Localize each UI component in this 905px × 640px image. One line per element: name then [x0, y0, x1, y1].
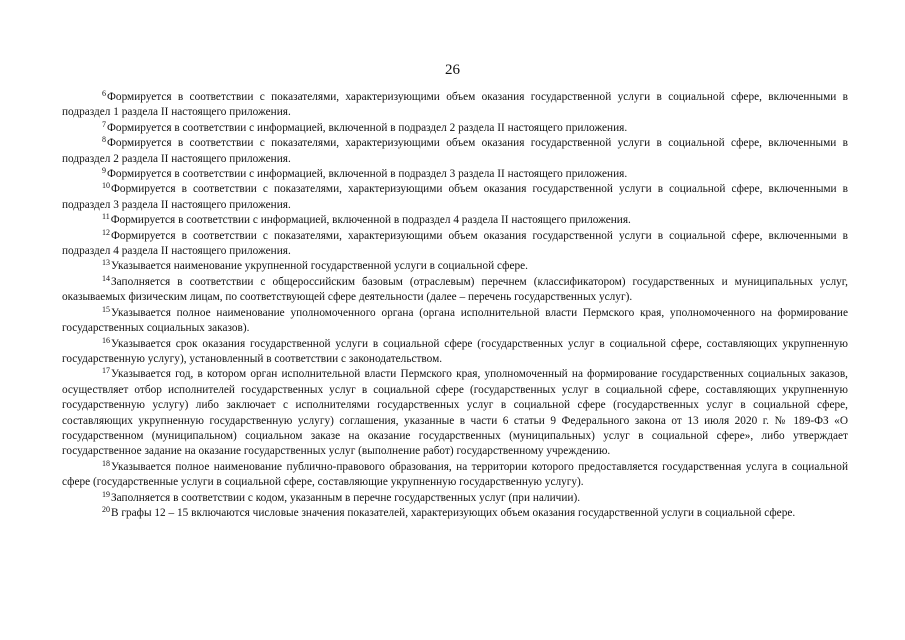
footnote-number: 15 — [102, 304, 110, 314]
footnote-text: Указывается полное наименование публично-правового образования, на территории которого предоставляется государственная услуга в социальной сфере (государственные услуги в социальной сфере, составляющие укрупненную государственную услугу). — [62, 460, 848, 489]
footnote-number: 12 — [102, 227, 110, 237]
footnote-text: Формируется в соответствии с информацией, включенной в подраздел 4 раздела II настоящего приложения. — [110, 214, 631, 227]
footnote — [62, 121, 848, 136]
footnote-number: 17 — [102, 366, 110, 376]
footnote-text: Заполняется в соответствии с кодом, указанным в перечне государственных услуг (при наличии). — [111, 491, 581, 504]
footnote-text: Формируется в соответствии с показателями, характеризующими объем оказания государственной услуги в социальной сфере, включенными в подраздел 3 раздела II настоящего приложения. — [62, 183, 848, 211]
footnote-text: Формируется в соответствии с показателями, характеризующими объем оказания государственной услуги в социальной сфере, включенными в подраздел 4 раздела II настоящего приложения. — [62, 229, 848, 258]
footnote-text: Формируется в соответствии с показателями, характеризующими объем оказания государственной услуги в социальной сфере, включенными в подраздел 1 раздела II настоящего приложения. — [62, 91, 848, 119]
footnote — [62, 259, 848, 274]
footnote — [62, 337, 848, 368]
footnote-number: 6 — [102, 89, 106, 98]
footnote-text: Формируется в соответствии с информацией, включенной в подраздел 3 раздела II настоящего приложения. — [107, 168, 628, 181]
footnote — [62, 213, 848, 228]
footnote — [62, 182, 848, 213]
footnote — [62, 460, 848, 491]
footnotes-list — [62, 90, 848, 521]
footnote-number: 8 — [102, 135, 106, 145]
footnote-number: 13 — [102, 258, 110, 268]
footnote — [62, 275, 848, 306]
footnote-text: Формируется в соответствии с показателями, характеризующими объем оказания государственной услуги в социальной сфере, включенными в подраздел 2 раздела II настоящего приложения. — [62, 137, 848, 165]
footnote-number: 19 — [102, 489, 110, 499]
footnote-number: 18 — [102, 458, 110, 468]
footnote-text: Заполняется в соответствии с общероссийским базовым (отраслевым) перечнем (классификатором) государственных и муниципальных услуг, оказываемых физическим лицам, по соответствующей сфере деятельности (далее – перечень государственных услуг). — [62, 275, 848, 304]
footnote — [62, 167, 848, 182]
footnote — [62, 367, 848, 459]
footnote-number: 10 — [102, 181, 110, 191]
footnote — [62, 136, 848, 167]
footnote-number: 14 — [102, 273, 110, 283]
footnote-text: Формируется в соответствии с информацией, включенной в подраздел 2 раздела II настоящего приложения. — [107, 121, 628, 134]
footnote-number: 20 — [102, 504, 110, 514]
footnote-text: В графы 12 – 15 включаются числовые значения показателей, характеризующих объем оказания государственной услуги в социальной сфере. — [111, 506, 796, 519]
footnote-text: Указывается год, в котором орган исполнительной власти Пермского края, уполномоченный на формирование государственных социальных заказов, осуществляет отбор исполнителей государственных услуг в социальной сфере (государственных услуг в социальной сфере, составляющих укрупненную государственную услугу) либо заключает с исполнителями государственных услуг в социальной сфере (государственных услуг в социальной сфере, составляющих укрупненную государственную услугу) соглашения, указанные в части 6 статьи 9 Федерального закона от 13 июля 2020 г. № 189-ФЗ «О государственном (муниципальном) социальном заказе на оказание государственных (муниципальных) услуг в социальной сфере», либо утверждает государственное задание на оказание государственных услуг (выполнение работ) государственному учреждению. — [62, 368, 848, 458]
footnote-text: Указывается срок оказания государственной услуги в социальной сфере (государственных услуг в социальной сфере, составляющих укрупненную государственную услугу), установленный в соответствии с законодательством. — [62, 337, 848, 365]
footnote — [62, 90, 848, 121]
footnote-number: 16 — [102, 335, 110, 345]
footnote — [62, 306, 848, 337]
footnote-text: Указывается полное наименование уполномоченного органа (органа исполнительной власти Пермского края, уполномоченного на формирование государственных социальных заказов). — [62, 306, 848, 335]
footnote — [62, 506, 848, 521]
footnote-number: 11 — [102, 212, 110, 222]
footnote-number: 7 — [102, 119, 106, 129]
footnote-number: 9 — [102, 166, 106, 176]
footnote-text: Указывается наименование укрупненной государственной услуги в социальной сфере. — [111, 260, 528, 273]
footnote — [62, 491, 848, 506]
footnote — [62, 229, 848, 260]
page-number: 26 — [445, 62, 460, 78]
